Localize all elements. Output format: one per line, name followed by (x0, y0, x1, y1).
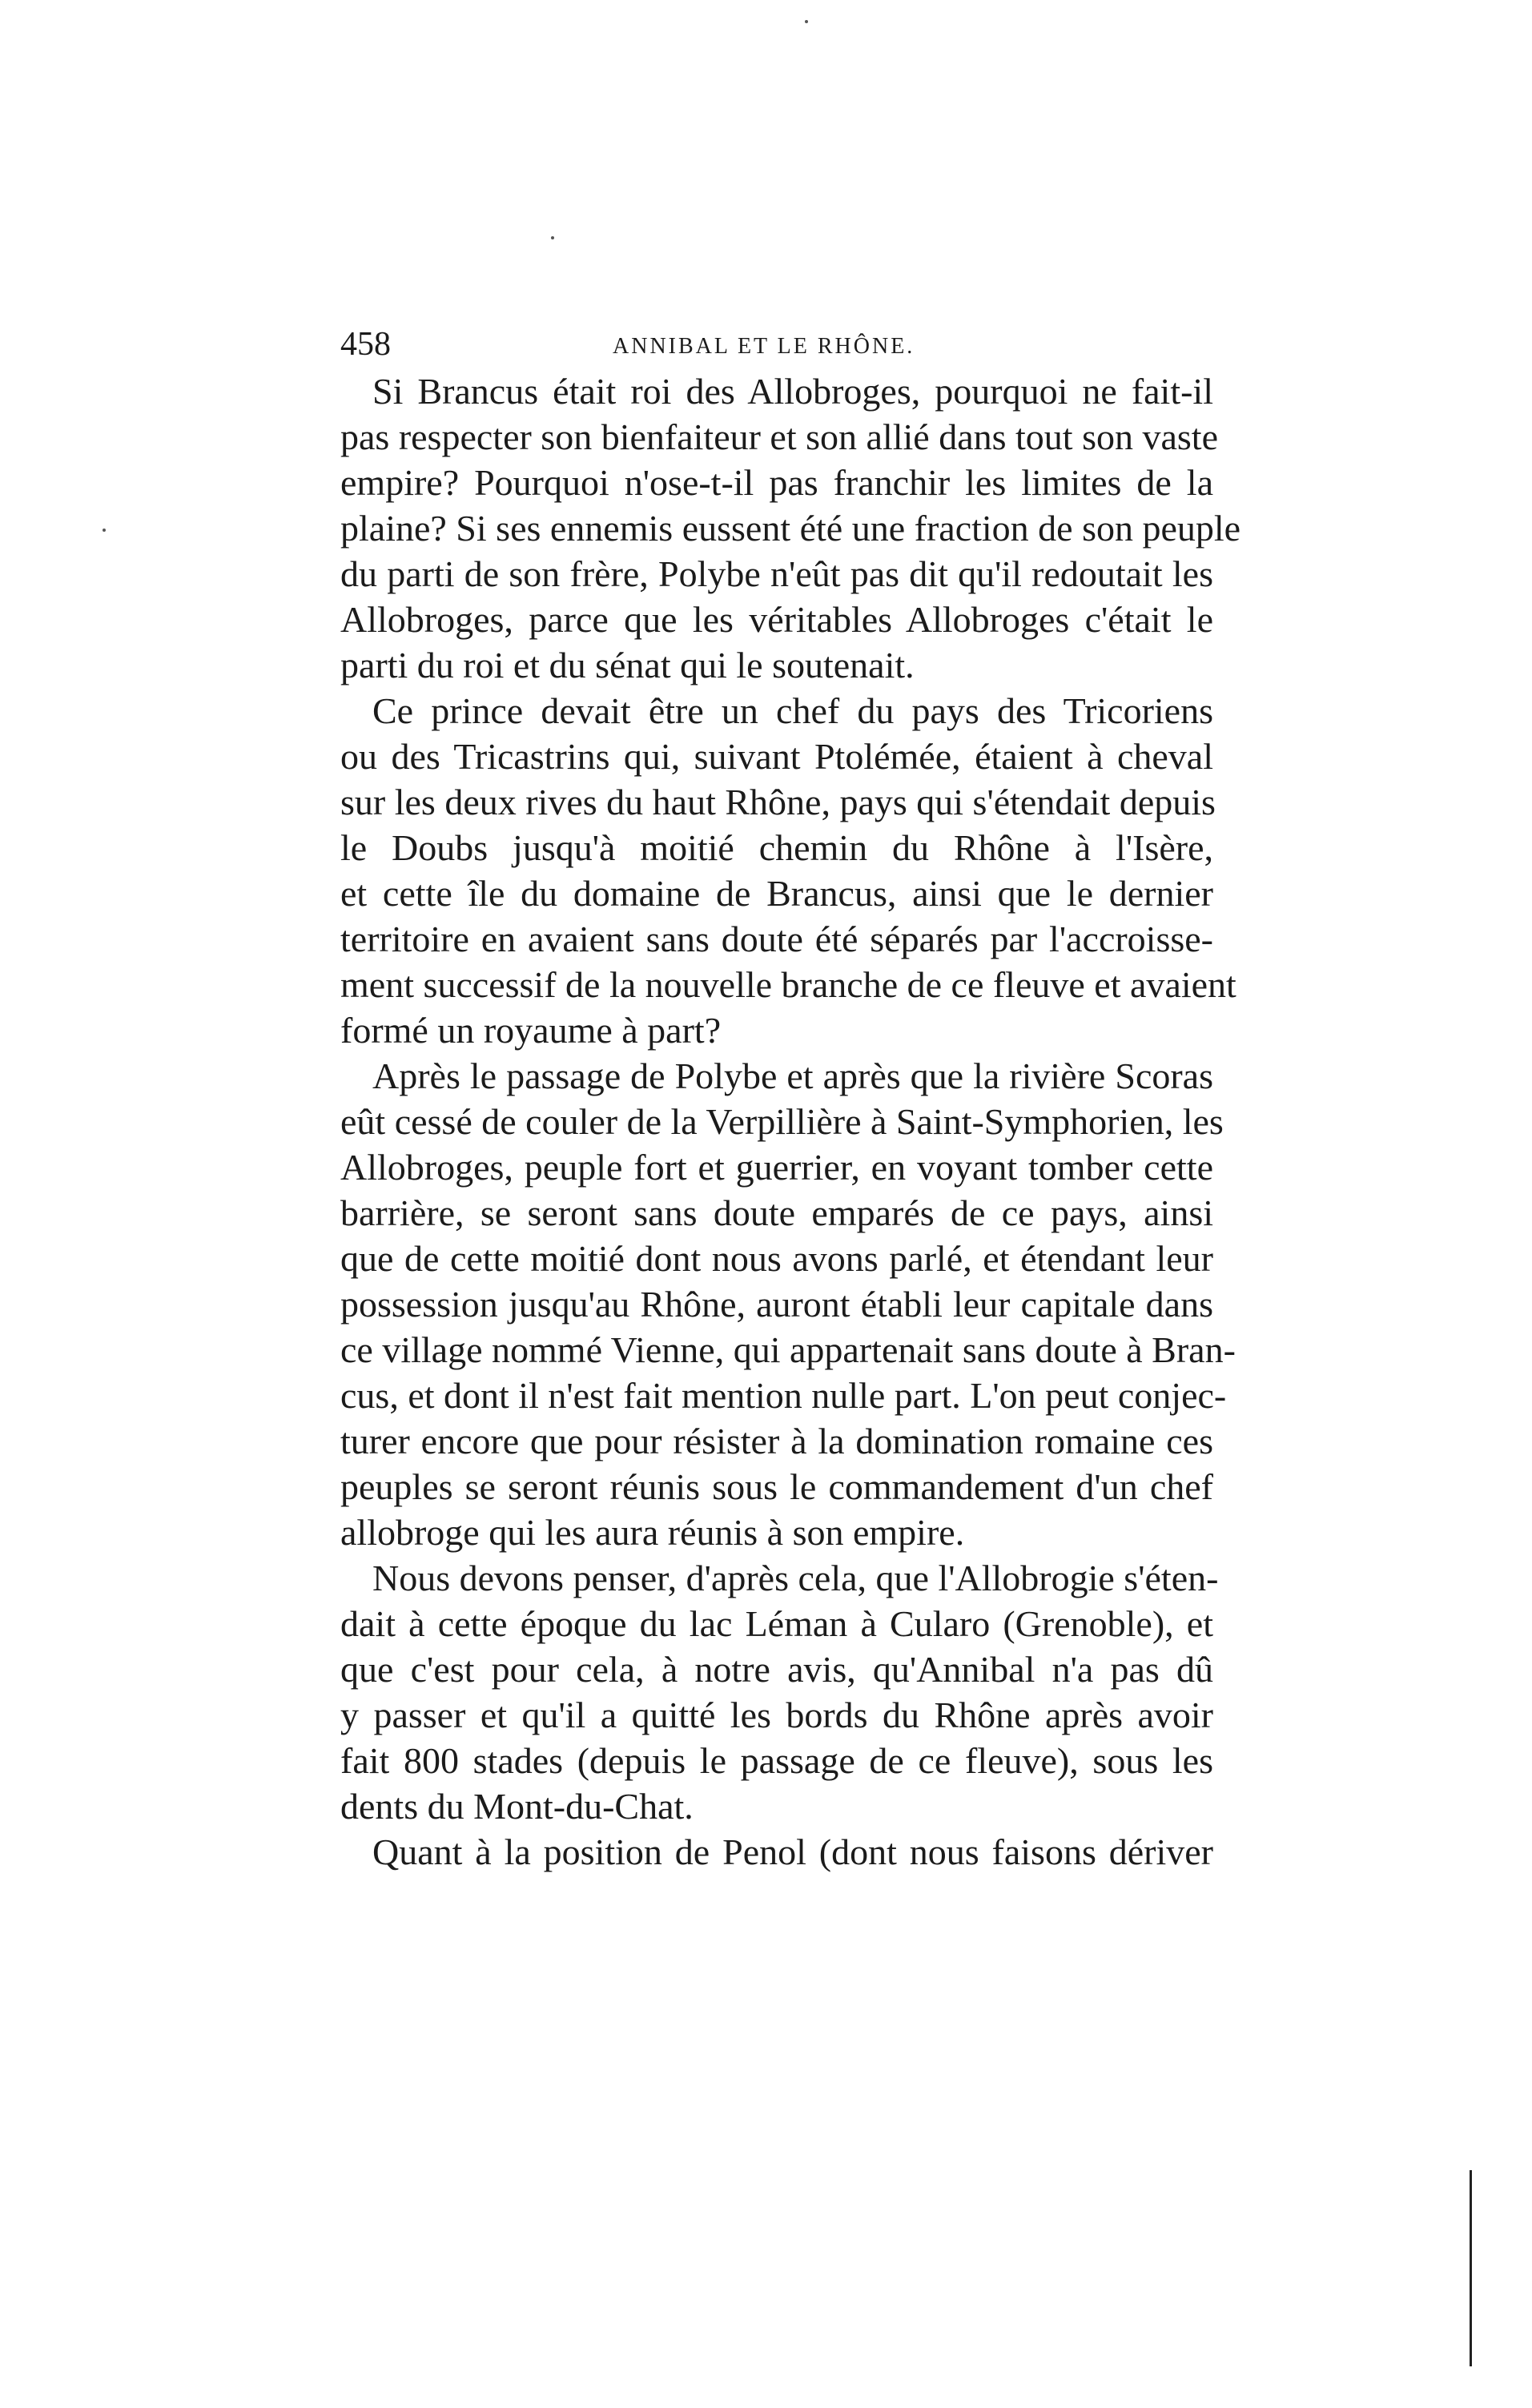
text-line: turer encore que pour résister à la domination romaine ces (340, 1421, 1213, 1461)
text-line: empire? Pourquoi n'ose-t-il pas franchir les limites de la (340, 462, 1213, 503)
text-line: eût cessé de couler de la Verpillière à Saint-Symphorien, les (340, 1101, 1224, 1142)
text-line: le Doubs jusqu'à moitié chemin du Rhône à l'Isère, (340, 827, 1213, 868)
text-line: que c'est pour cela, à notre avis, qu'Annibal n'a pas dû (340, 1649, 1213, 1690)
body-text (340, 368, 1241, 1875)
text-line: fait 800 stades (depuis le passage de ce fleuve), sous les (340, 1740, 1213, 1781)
text-line: dents du Mont-du-Chat. (340, 1786, 694, 1827)
text-line: Nous devons penser, d'après cela, que l'Allobrogie s'éten- (372, 1558, 1219, 1598)
scan-speck (103, 529, 106, 532)
text-line: ment successif de la nouvelle branche de ce fleuve et avaient (340, 964, 1236, 1005)
text-line: allobroge qui les aura réunis à son empire. (340, 1512, 965, 1553)
text-line: pas respecter son bienfaiteur et son allié dans tout son vaste (340, 416, 1219, 457)
text-line: plaine? Si ses ennemis eussent été une fraction de son peuple (340, 508, 1241, 549)
text-line: que de cette moitié dont nous avons parlé, et étendant leur (340, 1238, 1213, 1279)
text-line: ce village nommé Vienne, qui appartenait sans doute à Bran- (340, 1329, 1236, 1370)
text-line: y passer et qu'il a quitté les bords du Rhône après avoir (340, 1694, 1213, 1735)
paragraph-5 (340, 1829, 1213, 1875)
text-line: peuples se seront réunis sous le commandement d'un chef (340, 1466, 1213, 1507)
text-line: ou des Tricastrins qui, suivant Ptolémée, étaient à cheval (340, 736, 1213, 777)
text-line: Allobroges, parce que les véritables Allobroges c'était le (340, 599, 1213, 640)
text-line: du parti de son frère, Polybe n'eût pas dit qu'il redoutait les (340, 553, 1213, 594)
text-line: sur les deux rives du haut Rhône, pays qui s'étendait depuis (340, 782, 1216, 822)
text-line: Après le passage de Polybe et après que la rivière Scoras (372, 1055, 1213, 1096)
text-line: Si Brancus était roi des Allobroges, pourquoi ne fait-il (372, 371, 1213, 412)
text-line: dait à cette époque du lac Léman à Cularo (Grenoble), et (340, 1603, 1213, 1644)
text-line: Allobroges, peuple fort et guerrier, en voyant tomber cette (340, 1147, 1213, 1188)
text-line: Ce prince devait être un chef du pays des Tricoriens (372, 690, 1213, 731)
scan-speck (805, 20, 808, 23)
text-line: parti du roi et du sénat qui le soutenait. (340, 645, 915, 685)
scan-margin-line (1470, 2170, 1472, 2366)
page-number: 458 (340, 326, 391, 363)
running-title: ANNIBAL ET LE RHÔNE. (613, 334, 915, 359)
text-line: Quant à la position de Penol (dont nous faisons dériver (372, 1831, 1213, 1872)
text-line: territoire en avaient sans doute été séparés par l'accroisse- (340, 919, 1213, 959)
scan-speck (551, 236, 554, 239)
text-line: possession jusqu'au Rhône, auront établi leur capitale dans (340, 1284, 1213, 1325)
paragraph-1 (340, 368, 1241, 688)
text-line: barrière, se seront sans doute emparés de ce pays, ainsi (340, 1192, 1213, 1233)
paragraph-2 (340, 688, 1236, 1053)
text-line: formé un royaume à part? (340, 1010, 722, 1051)
page-header (340, 320, 1213, 368)
text-line: et cette île du domaine de Brancus, ainsi que le dernier (340, 873, 1213, 914)
text-line: cus, et dont il n'est fait mention nulle part. L'on peut conjec- (340, 1375, 1227, 1416)
paragraph-3 (340, 1053, 1236, 1555)
paragraph-4 (340, 1555, 1219, 1829)
